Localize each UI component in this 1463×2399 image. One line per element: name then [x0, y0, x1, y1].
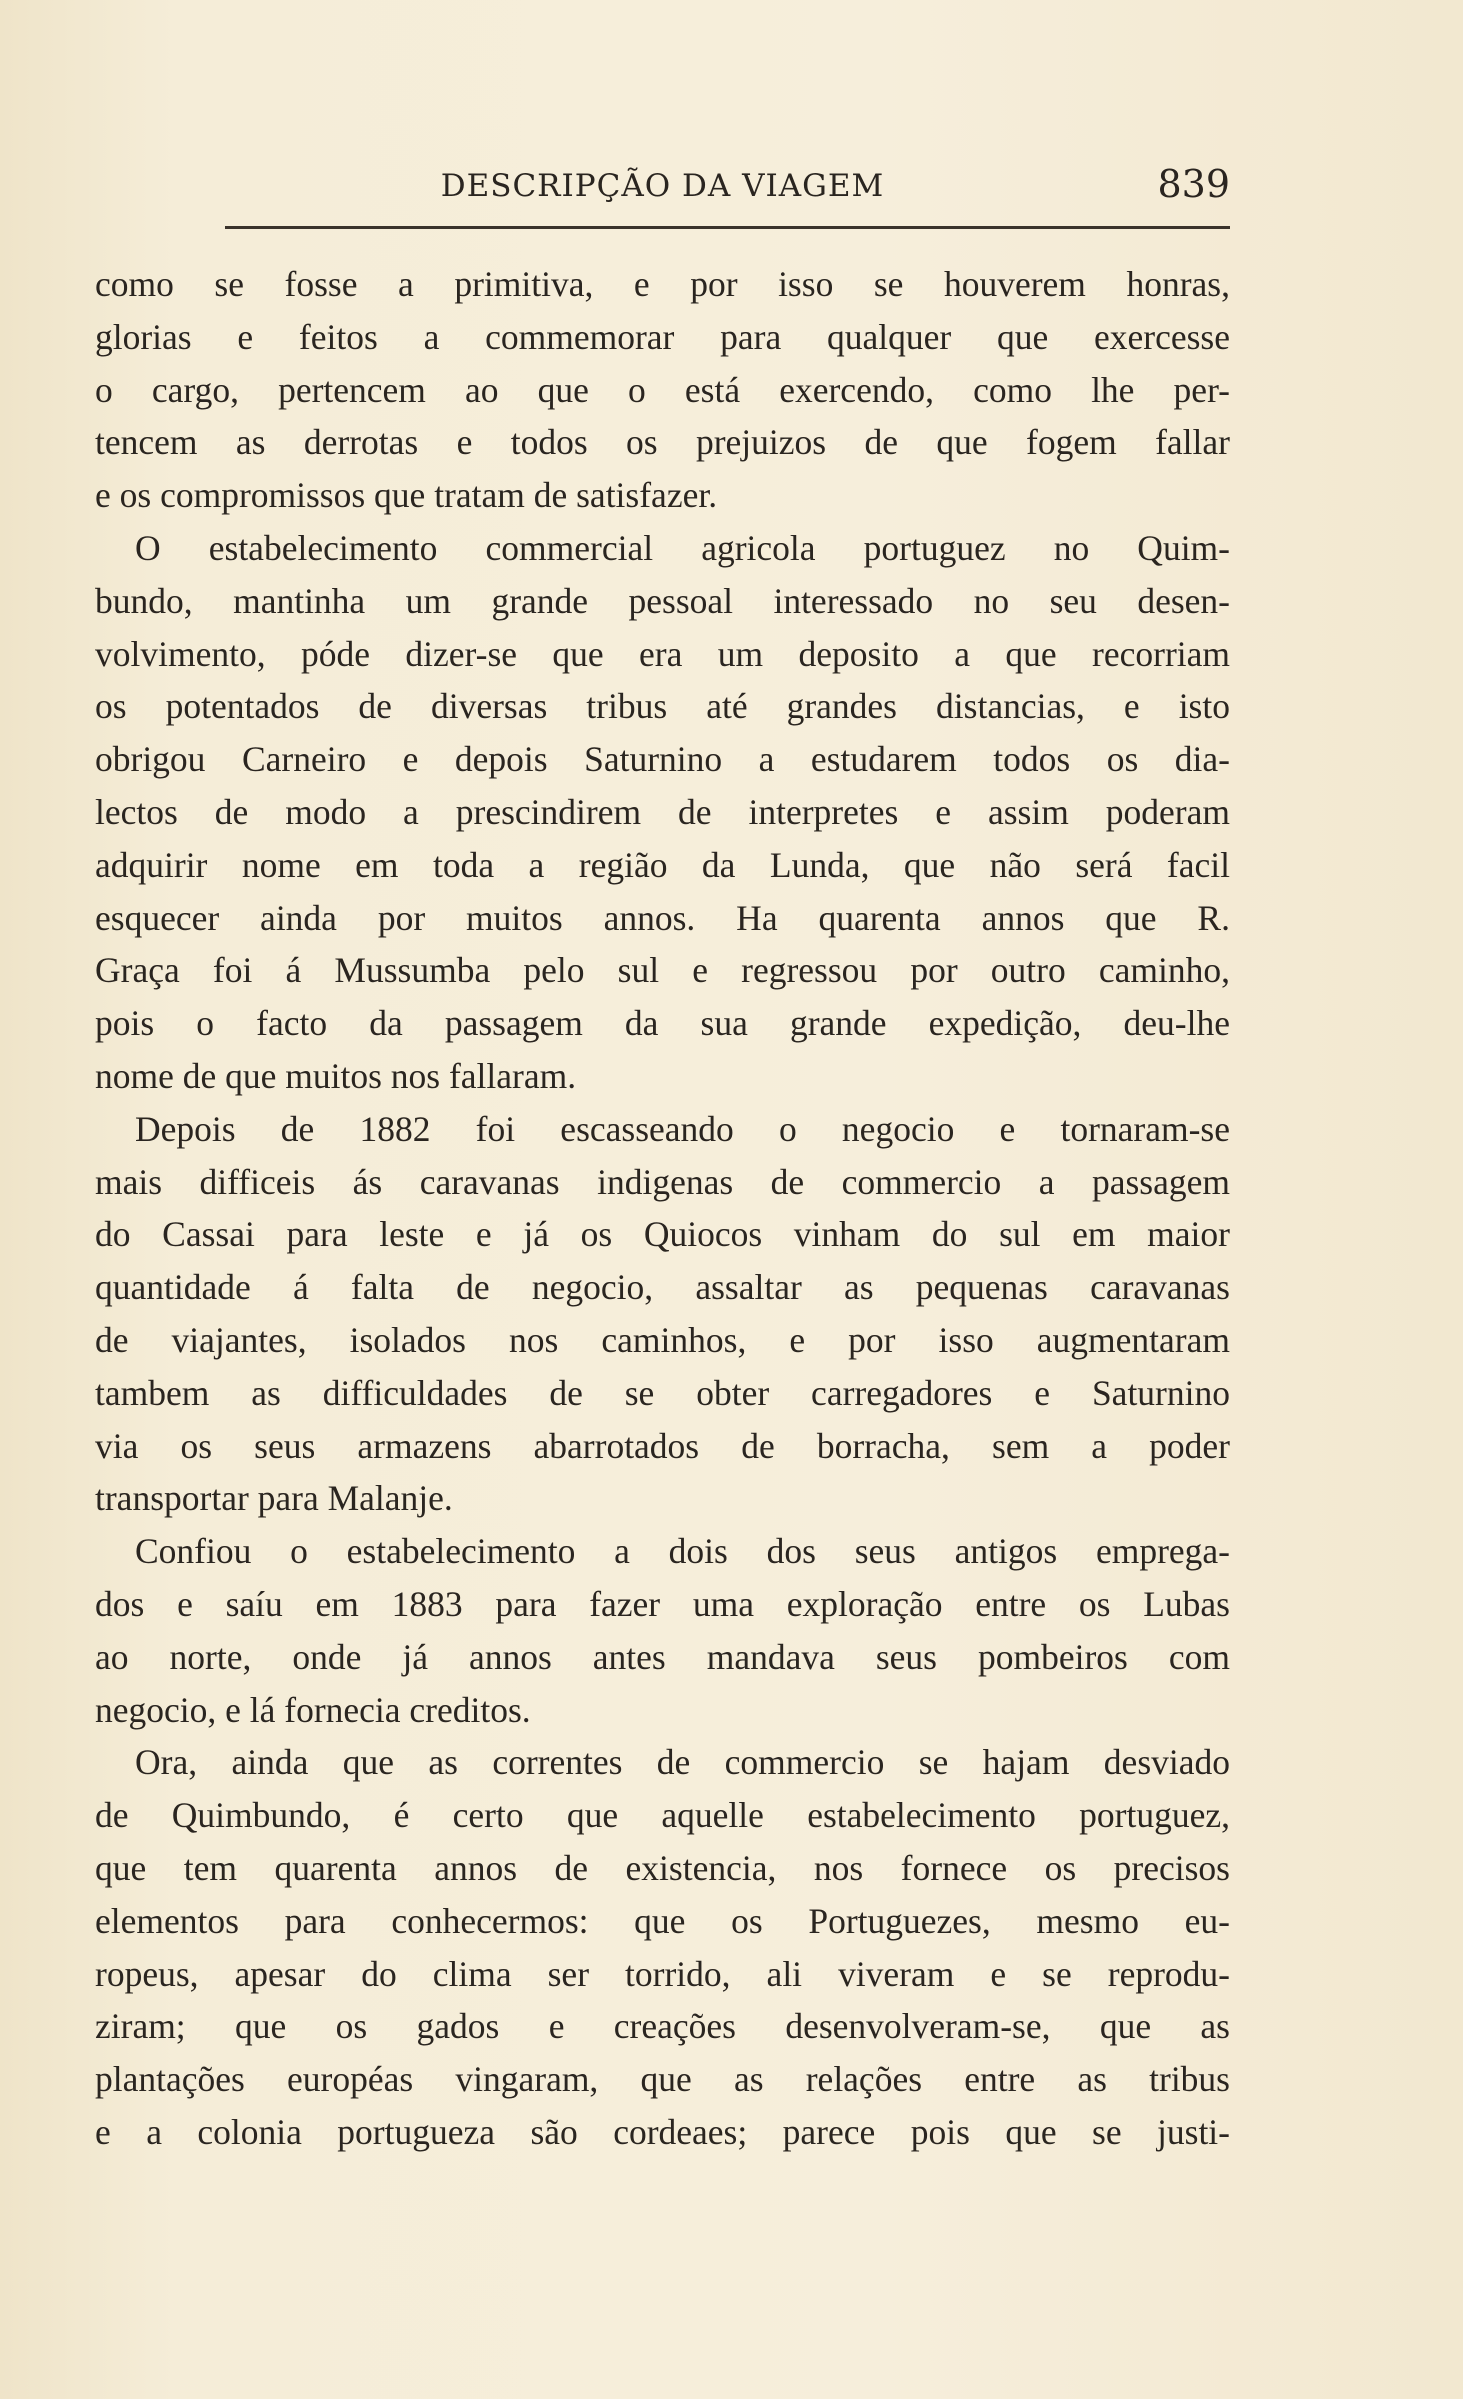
text-line: pois o facto da passagem da sua grande expedição, deu-lhe	[95, 1003, 1230, 1044]
text-line: negocio, e lá fornecia creditos.	[95, 1689, 531, 1730]
text-line: o cargo, pertencem ao que o está exercendo, como lhe per-	[95, 369, 1230, 410]
text-line: de Quimbundo, é certo que aquelle estabelecimento portuguez,	[95, 1795, 1230, 1836]
page-header	[95, 160, 1230, 210]
text-line: ropeus, apesar do clima ser torrido, ali viveram e se reprodu-	[95, 1953, 1230, 1994]
text-line: glorias e feitos a commemorar para qualquer que exercesse	[95, 316, 1230, 357]
text-line: ziram; que os gados e creações desenvolveram-se, que as	[95, 2006, 1230, 2047]
text-line: dos e saíu em 1883 para fazer uma exploração entre os Lubas	[95, 1583, 1230, 1624]
text-line: como se fosse a primitiva, e por isso se houverem honras,	[95, 264, 1230, 304]
text-line: lectos de modo a prescindirem de interpretes e assim poderam	[95, 791, 1230, 832]
page-number: 839	[1157, 162, 1230, 206]
text-line: Ora, ainda que as correntes de commercio se hajam desviado	[135, 1742, 1230, 1783]
text-line: via os seus armazens abarrotados de borracha, sem a poder	[95, 1425, 1230, 1466]
text-line: e a colonia portugueza são cordeaes; parece pois que se justi-	[95, 2111, 1230, 2152]
header-rule	[225, 226, 1230, 229]
text-line: mais difficeis ás caravanas indigenas de commercio a passagem	[95, 1161, 1230, 1202]
text-line: ao norte, onde já annos antes mandava seus pombeiros com	[95, 1636, 1230, 1677]
text-line: e os compromissos que tratam de satisfazer.	[95, 475, 718, 516]
text-line: Graça foi á Mussumba pelo sul e regressou por outro caminho,	[95, 950, 1230, 991]
text-line: elementos para conhecermos: que os Portuguezes, mesmo eu-	[95, 1900, 1230, 1941]
text-line: tencem as derrotas e todos os prejuizos de que fogem fallar	[95, 422, 1230, 463]
text-line: de viajantes, isolados nos caminhos, e por isso augmentaram	[95, 1319, 1230, 1360]
text-line: Confiou o estabelecimento a dois dos seus antigos emprega-	[135, 1531, 1230, 1572]
text-line: bundo, mantinha um grande pessoal interessado no seu desen-	[95, 580, 1230, 621]
text-line: quantidade á falta de negocio, assaltar as pequenas caravanas	[95, 1267, 1230, 1308]
text-line: volvimento, póde dizer-se que era um deposito a que recorriam	[95, 633, 1230, 674]
text-line: os potentados de diversas tribus até grandes distancias, e isto	[95, 686, 1230, 727]
text-line: O estabelecimento commercial agricola portuguez no Quim-	[135, 527, 1230, 568]
text-line: plantações européas vingaram, que as relações entre as tribus	[95, 2059, 1230, 2100]
body-text	[95, 258, 1230, 2159]
text-line: esquecer ainda por muitos annos. Ha quarenta annos que R.	[95, 897, 1230, 938]
text-line: Depois de 1882 foi escasseando o negocio e tornaram-se	[135, 1108, 1230, 1149]
text-line: tambem as difficuldades de se obter carregadores e Saturnino	[95, 1372, 1230, 1413]
text-line: que tem quarenta annos de existencia, nos fornece os precisos	[95, 1847, 1230, 1888]
text-line: obrigou Carneiro e depois Saturnino a estudarem todos os dia-	[95, 739, 1230, 780]
text-line: adquirir nome em toda a região da Lunda, que não será facil	[95, 844, 1230, 885]
running-title: DESCRIPÇÃO DA VIAGEM	[440, 168, 885, 204]
text-line: nome de que muitos nos fallaram.	[95, 1055, 577, 1096]
text-line: do Cassai para leste e já os Quiocos vinham do sul em maior	[95, 1214, 1230, 1255]
text-line: transportar para Malanje.	[95, 1478, 453, 1519]
